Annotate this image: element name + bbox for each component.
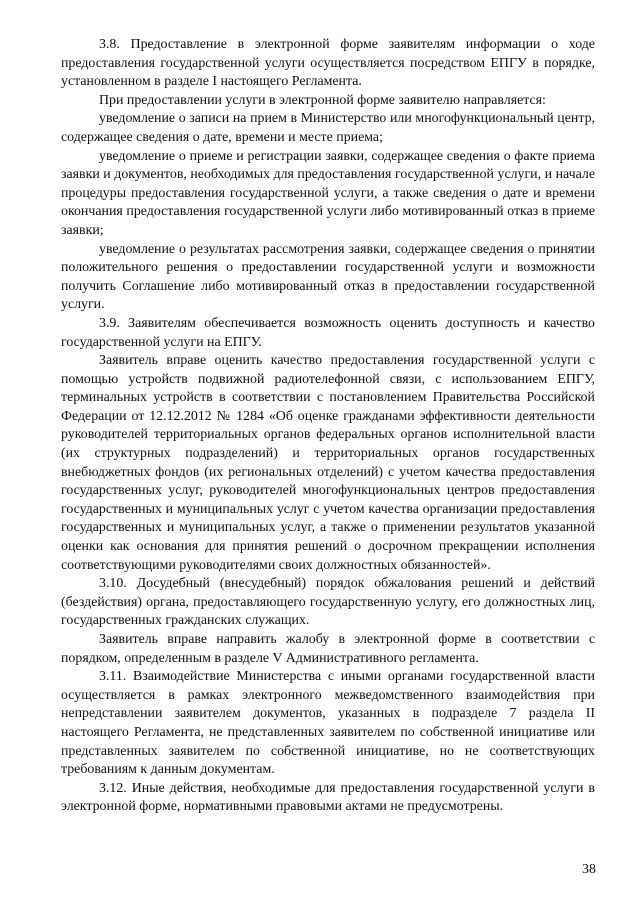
document-body	[61, 36, 595, 817]
paragraph-appointment-notice: уведомление о записи на прием в Министерство или многофункциональный центр, содержащее сведения о дате, времени и месте приема;	[61, 111, 595, 145]
paragraph-3-8: 3.8. Предоставление в электронной форме заявителям информации о ходе предоставления государственной услуги осуществляется посредством ЕПГУ в порядке, установленном в разделе I настоящего Регламента.	[61, 37, 595, 90]
page-number: 38	[582, 862, 596, 877]
paragraph-registration-notice: уведомление о приеме и регистрации заявки, содержащее сведения о факте приема заявки и документов, необходимых для предоставления государственной услуги, и начале процедуры предоставления государственной услуги, а также сведения о дате и времени окончания предоставления государственной услуги либо мотивированный отказ в приеме заявки;	[61, 148, 595, 238]
paragraph-3-11: 3.11. Взаимодействие Министерства с иными органами государственной власти осуществляется в рамках электронного межведомственного взаимодействия при непредставлении заявителем документов, указанных в подразделе 7 раздела II настоящего Регламента, не представленных заявителем по собственной инициативе или представленных заявителем по собственной инициативе, но не соответствующих требованиям к данным документам.	[61, 669, 595, 778]
paragraph-quality-assessment: Заявитель вправе оценить качество предоставления государственной услуги с помощью устройств подвижной радиотелефонной связи, с использованием ЕПГУ, терминальных устройств в соответствии с постановлением Правительства Российской Федерации от 12.12.2012 № 1284 «Об оценке гражданами эффективности деятельности руководителей территориальных органов федеральных органов исполнительной власти (их структурных подразделений) и территориальных органов государственных внебюджетных фондов (их региональных отделений) с учетом качества предоставления государственных услуг, руководителей многофункциональных центров предоставления государственных и муниципальных услуг с учетом качества организации предоставления государственных и муниципальных услуг, а также о применении результатов указанной оценки как основания для принятия решений о досрочном прекращении исполнения соответствующими руководителями своих должностных обязанностей».	[61, 353, 595, 573]
paragraph-3-12: 3.12. Иные действия, необходимые для предоставления государственной услуги в электронной форме, нормативными правовыми актами не предусмотрены.	[61, 780, 595, 815]
paragraph-3-10: 3.10. Досудебный (внесудебный) порядок обжалования решений и действий (бездействия) органа, предоставляющего государственную услугу, его должностных лиц, государственных гражданских служащих.	[61, 576, 595, 629]
paragraph-notifications-intro: При предоставлении услуги в электронной форме заявителю направляется:	[99, 92, 546, 108]
paragraph-3-9: 3.9. Заявителям обеспечивается возможность оценить доступность и качество государственной услуги на ЕПГУ.	[61, 315, 595, 350]
paragraph-complaint: Заявитель вправе направить жалобу в электронной форме в соответствии с порядком, определенным в разделе V Административного регламента.	[61, 632, 595, 666]
paragraph-result-notice: уведомление о результатах рассмотрения заявки, содержащее сведения о принятии положительного решения о предоставлении государственной услуги и возможности получить Соглашение либо мотивированный отказ в предоставлении государственной услуги.	[61, 241, 595, 313]
